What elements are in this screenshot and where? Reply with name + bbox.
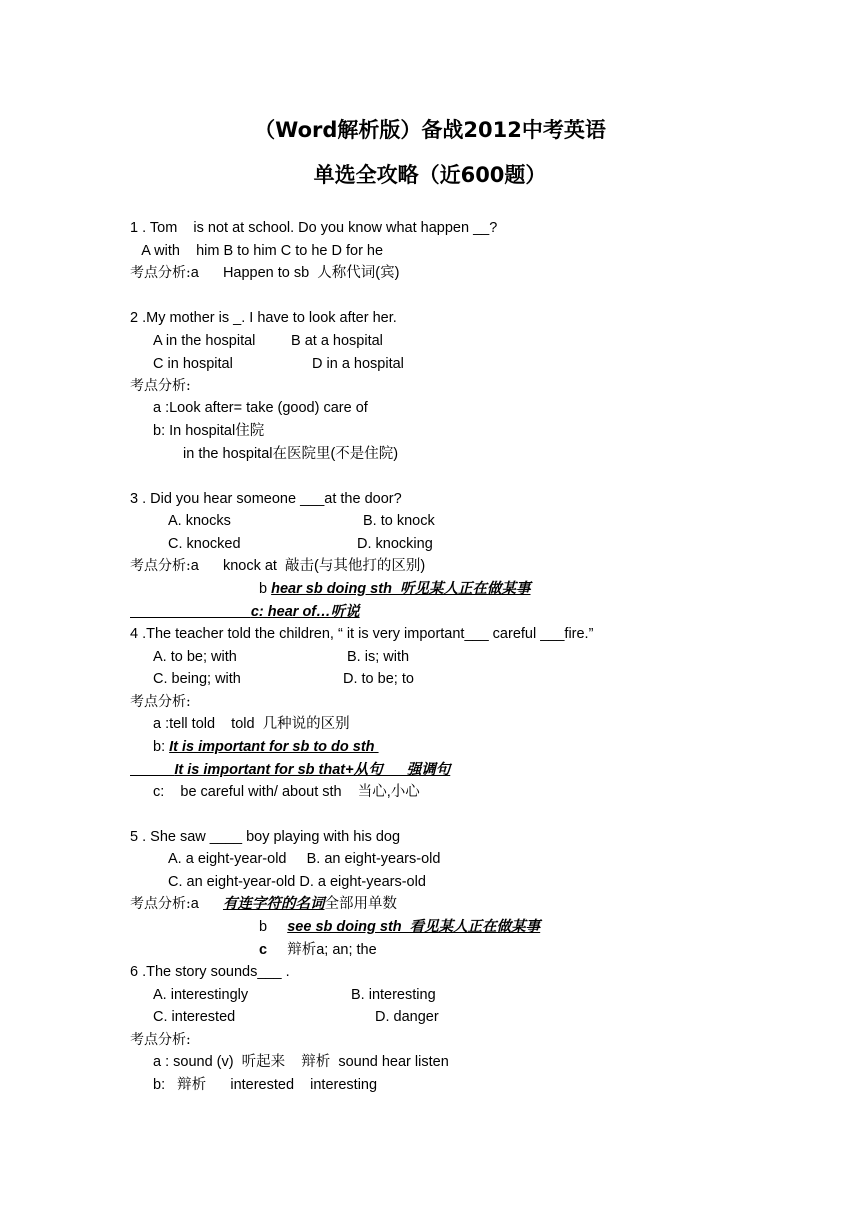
q6-option-b: B. interesting [351,987,436,1003]
q6-option-c: C. interested [153,1009,236,1025]
q5-note-b-line [259,918,540,936]
q4-note-b-line [153,738,379,756]
q3-note-c-line [130,603,360,621]
analysis-label: 考点分析: [130,896,191,912]
q2-note-a: a :Look after= take (good) care of [153,400,368,416]
q3-option-c: C. knocked [168,536,241,552]
q4-note-a: a :tell told told 几种说的区别 [153,716,350,732]
q1-note-a: a Happen to sb 人称代词(宾) [190,265,400,281]
q6-option-a: A. interestingly [153,987,249,1003]
q2-option-d: D in a hospital [312,356,404,372]
q6-question: 6 .The story sounds___ . [130,964,290,980]
q2-option-a: A in the hospital [153,333,256,349]
q5-note-c-line [259,941,377,959]
q4-note-c: c: be careful with/ about sth 当心,小心 [153,784,420,800]
q1-question: 1 . Tom is not at school. Do you know what happen __? [130,220,498,236]
q5-note-a-rest: 全部用单数 [324,896,397,912]
q3-question: 3 . Did you hear someone ___at the door? [130,491,402,507]
q3-note-b-line [259,580,531,598]
q3-note-a: a knock at 敲击(与其他打的区别) [190,558,426,574]
q5-options-ab: A. a eight-year-old B. an eight-years-old [168,851,441,867]
q3-analysis [130,557,425,575]
q4-note-b2-line [130,761,450,779]
q2-question: 2 .My mother is _. I have to look after her. [130,310,397,326]
q3-note-c: c: hear of…听说 [250,604,360,620]
q2-analysis-label: 考点分析: [130,378,191,394]
q3-option-a: A. knocks [168,513,231,529]
q6-option-d: D. danger [375,1009,439,1025]
q1-analysis [130,264,399,282]
q4-option-c: C. being; with [153,671,241,687]
q3-option-d: D. knocking [357,536,433,552]
q1-options: A with him B to him C to he D for he [130,243,384,259]
q4-note-b-prefix: b: [153,739,170,755]
q3-note-c-pad [130,604,251,620]
q2-note-b2: in the hospital在医院里(不是住院) [183,446,399,462]
q2-option-c: C in hospital [153,356,233,372]
q5-analysis [130,895,397,913]
q4-analysis-label: 考点分析: [130,694,191,710]
q2-note-b: b: In hospital住院 [153,423,265,439]
q6-analysis-label: 考点分析: [130,1032,191,1048]
q5-note-c: 辩析a; an; the [267,942,377,958]
q5-note-a-underlined: 有连字符的名词 [222,896,325,912]
analysis-label: 考点分析: [130,265,191,281]
q5-note-a-prefix: a [190,896,223,912]
q4-option-d: D. to be; to [343,671,414,687]
q4-note-b2-pad [130,762,174,778]
q5-note-b: see sb doing sth 看见某人正在做某事 [287,919,541,935]
analysis-label: 考点分析: [130,558,191,574]
q4-note-b: It is important for sb to do sth [169,739,379,755]
q4-option-b: B. is; with [347,649,410,665]
doc-title-line2: 单选全攻略（近600题） [313,163,547,187]
q6-note-b: b: 辩析 interested interesting [153,1077,378,1093]
q2-option-b: B at a hospital [291,333,383,349]
q5-options-cd: C. an eight-year-old D. a eight-years-old [168,874,426,890]
q6-note-a: a : sound (v) 听起来 辩析 sound hear listen [153,1054,449,1070]
doc-title-line1: （Word解析版）备战2012中考英语 [254,118,606,142]
q3-note-b-prefix: b [259,581,272,597]
q5-note-c-prefix: c [259,942,268,958]
q4-option-a: A. to be; with [153,649,237,665]
q5-note-b-prefix: b [259,919,288,935]
q3-option-b: B. to knock [363,513,435,529]
q4-question: 4 .The teacher told the children, “ it is very important___ careful ___fire.” [130,626,594,642]
q3-note-b: hear sb doing sth 听见某人正在做某事 [271,581,531,597]
q5-question: 5 . She saw ____ boy playing with his dog [130,829,401,845]
q4-note-b2: It is important for sb that+从句 强调句 [174,762,451,778]
